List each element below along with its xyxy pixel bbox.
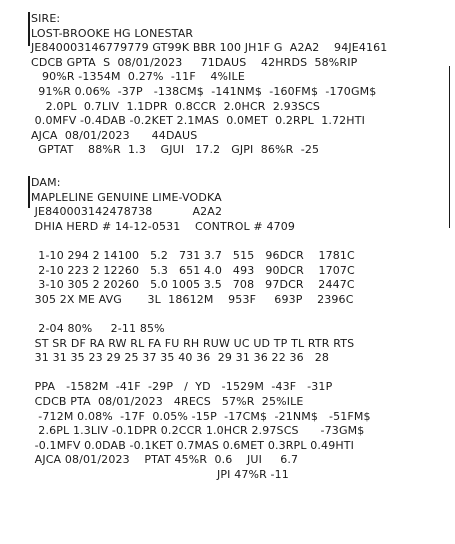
- sire-line-8: 0.0MFV -0.4DAB -0.2KET 2.1MAS 0.0MET 0.2RPL 1.72HTI: [31, 114, 365, 128]
- sire-line-7: 2.0PL 0.7LIV 1.1DPR 0.8CCR 2.0HCR 2.93SCS: [31, 99, 321, 113]
- dam-line-3: JE840003142478738 A2A2: [31, 205, 223, 219]
- dam-line-16: CDCB PTA 08/01/2023 4RECS 57%R 25%ILE: [31, 394, 304, 408]
- dam-line-18: 2.6PL 1.3LIV -0.1DPR 0.2CCR 1.0HCR 2.97SCS -73GM$: [31, 424, 365, 438]
- right-margin-rule: [449, 66, 450, 228]
- sire-line-10: GPTAT 88%R 1.3 GJUI 17.2 GJPI 86%R -25: [31, 143, 320, 157]
- sire-section: [31, 12, 387, 158]
- dam-section-rule: [28, 176, 30, 208]
- dam-line-12: ST SR DF RA RW RL FA FU RH RUW UC UD TP TL RTR RTS: [31, 336, 355, 350]
- dam-line-20: AJCA 08/01/2023 PTAT 45%R 0.6 JUI 6.7: [31, 453, 299, 467]
- dam-line-7: 2-10 223 2 12260 5.3 651 4.0 493 90DCR 1707C: [31, 263, 355, 277]
- dam-line-8: 3-10 305 2 20260 5.0 1005 3.5 708 97DCR 2447C: [31, 278, 355, 292]
- sire-section-rule: [28, 12, 30, 46]
- dam-line-4: DHIA HERD # 14-12-0531 CONTROL # 4709: [31, 219, 296, 233]
- dam-line-13: 31 31 35 23 29 25 37 35 40 36 29 31 36 22 36 28: [31, 351, 330, 365]
- dam-line-6: 1-10 294 2 14100 5.2 731 3.7 515 96DCR 1781C: [31, 248, 355, 262]
- sire-line-4: CDCB GPTA S 08/01/2023 71DAUS 42HRDS 58%RIP: [31, 55, 358, 69]
- dam-section: [31, 176, 371, 482]
- dam-line-5: [31, 234, 371, 249]
- sire-line-5: 90%R -1354M 0.27% -11F 4%ILE: [31, 70, 245, 84]
- dam-line-11: 2-04 80% 2-11 85%: [31, 321, 165, 335]
- dam-line-1: DAM:: [31, 176, 61, 189]
- dam-line-10: [31, 307, 371, 322]
- dam-line-19: -0.1MFV 0.0DAB -0.1KET 0.7MAS 0.6MET 0.3RPL 0.49HTI: [31, 438, 355, 452]
- dam-line-17: -712M 0.08% -17F 0.05% -15P -17CM$ -21NM$ -51FM$: [31, 409, 371, 423]
- dam-line-14: [31, 366, 371, 381]
- sire-line-3: JE840003146779779 GT99K BBR 100 JH1F G A2A2 94JE4161: [31, 41, 388, 55]
- sire-line-1: SIRE:: [31, 12, 61, 25]
- sire-line-6: 91%R 0.06% -37P -138CM$ -141NM$ -160FM$ -170GM$: [31, 84, 377, 98]
- sire-line-2: LOST-BROOKE HG LONESTAR: [31, 26, 194, 40]
- dam-line-2: MAPLELINE GENUINE LIME-VODKA: [31, 190, 222, 204]
- dam-line-15: PPA -1582M -41F -29P / YD -1529M -43F -31P: [31, 380, 333, 394]
- dam-line-21: JPI 47%R -11: [31, 467, 289, 481]
- dam-line-9: 305 2X ME AVG 3L 18612M 953F 693P 2396C: [31, 292, 354, 306]
- sire-line-9: AJCA 08/01/2023 44DAUS: [31, 128, 198, 142]
